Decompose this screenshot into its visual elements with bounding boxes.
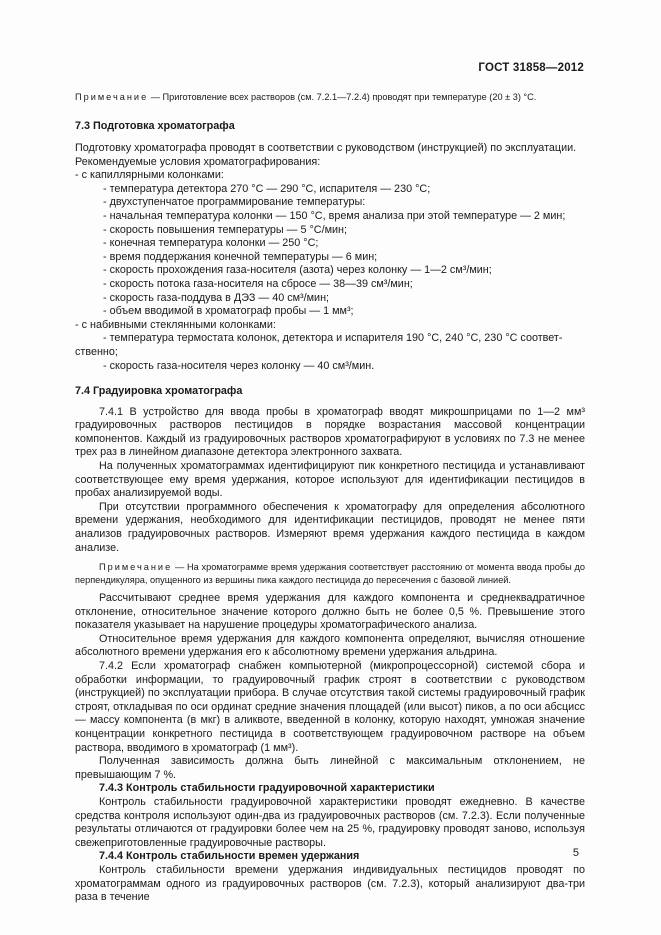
para-7-4-1: 7.4.1 В устройство для ввода пробы в хроматограф вводят микрошприцами по 1—2 мм³ градуировочных растворов пестицидов в порядке возрастания массовой концентрации компонентов. Каждый из градуировочных растворов хроматографируют в условиях по 7.3 не менее трех раз в линейном диапазоне детектора электронного захвата.: [75, 405, 585, 459]
para-absence-software: При отсутствии программного обеспечения к хроматографу для определения абсолютного времени удержания, необходимого для идентификации пестицидов, проводят не менее пяти анализов градуировочных растворов. Измеряют время удержания каждого пестицида в каждом анализе.: [75, 500, 585, 554]
list-item: - объем вводимой в хроматограф пробы — 1 мм³;: [103, 305, 354, 318]
para-7-4-2: 7.4.2 Если хроматограф снабжен компьютерной (микропроцессорной) системой сбора и обработки информации, то градуировочный график строят в соответствии с руководством (инструкцией) по эксплуатации прибора. В случае отсутствия такой системы градуировочный график строят, откладывая по оси ординат средние значения площадей (или высот) пиков, а по оси абсцисс — массу компонента (в мкг) в аликвоте, введенной в колонку, которую находят, умножая значение концентрации конкретного пестицида в соответствующем градуировочном растворе на объем раствора, вводимого в хроматограф (1 мм³).: [75, 660, 585, 754]
page-number: 5: [572, 847, 579, 859]
page-body: [75, 91, 585, 905]
subsection-7-4-3-title: 7.4.3 Контроль стабильности градуировочной характеристики: [99, 782, 435, 795]
note-label: Примечание: [75, 92, 149, 102]
subsection-7-4-4-title: 7.4.4 Контроль стабильности времен удержания: [99, 850, 360, 863]
section-7-3-title: 7.3 Подготовка хроматографа: [75, 120, 235, 133]
para-relative-time: Относительное время удержания для каждого компонента определяют, вычисляя отношение абсолютного времени удержания его к абсолютному времени удержания альдрина.: [75, 632, 585, 659]
para-obtained-chromatograms: На полученных хроматограммах идентифицируют пик конкретного пестицида и устанавливают соответствующее ему время удержания, которое используют для идентификации пестицидов в пробах анализируемой воды.: [75, 460, 585, 500]
capillary-title: - с капиллярными колонками:: [75, 169, 224, 182]
list-item-continuation: ственно;: [75, 345, 118, 358]
list-item: - конечная температура колонки — 250 °С;: [103, 237, 319, 250]
para-7-4-3: Контроль стабильности градуировочной характеристики проводят ежедневно. В качестве средства контроля используют один-два из градуировочных растворов (см. 7.2.3). Если полученные результаты отличаются от градуировки более чем на 25 %, градуировку проводят заново, используя свежеприготовленные градуировочные растворы.: [75, 795, 585, 849]
list-item: - температура термостата колонок, детектора и испарителя 190 °С, 240 °С, 230 °С соответ-: [103, 332, 563, 345]
para-linearity: Полученная зависимость должна быть линейной с максимальным отклонением, не превышающим 7 %.: [75, 755, 585, 781]
para-7-4-4: Контроль стабильности времени удержания индивидуальных пестицидов проводят по хроматограммам одного из градуировочных растворов (см. 7.2.3), который анализируют два-три раза в течение: [75, 863, 585, 904]
note-temperature: [75, 91, 585, 103]
list-item: - температура детектора 270 °С — 290 °С, испарителя — 230 °С;: [103, 182, 431, 195]
note-label: Примечание: [99, 562, 173, 573]
glass-title: - с набивными стеклянными колонками:: [75, 318, 276, 331]
document-id-header: ГОСТ 31858—2012: [478, 62, 584, 74]
list-item: - скорость повышения температуры — 5 °С/мин;: [103, 223, 347, 236]
list-item: - двухступенчатое программирование температуры:: [103, 196, 366, 209]
list-item: - скорость газа-носителя через колонку — 40 см³/мин.: [103, 359, 375, 372]
para-calc-mean: Рассчитывают среднее время удержания для каждого компонента и среднеквадратичное отклонение, относительное значение которого должно быть не более 0,5 %. Превышение этого показателя указывает на нарушение процедуры хроматографического анализа.: [75, 592, 585, 632]
section-7-4-title: 7.4 Градуировка хроматографа: [75, 385, 243, 398]
list-item: - время поддержания конечной температуры — 6 мин;: [103, 250, 378, 263]
note-text: — На хроматограмме время удержания соответствует расстоянию от момента ввода пробы до перпендикуляра, опущенного из вершины пика каждого пестицида до пересечения с базовой линией.: [75, 562, 585, 585]
list-item: - начальная температура колонки — 150 °С, время анализа при этой температуре — 2 мин;: [103, 209, 566, 222]
capillary-conditions-list: [75, 183, 585, 319]
s73-intro2: Рекомендуемые условия хроматографирования:: [75, 155, 321, 168]
s73-intro1: Подготовку хроматографа проводят в соответствии с руководством (инструкцией) по эксплуатации.: [75, 142, 577, 154]
note-text: — Приготовление всех растворов (см. 7.2.1—7.2.4) проводят при температуре (20 ± 3) °С.: [148, 92, 537, 102]
note-retention: [75, 561, 585, 586]
list-item: - скорость потока газа-носителя на сбросе — 38—39 см³/мин;: [103, 277, 413, 290]
list-item: - скорость газа-поддува в ДЭЗ — 40 см³/мин;: [103, 291, 330, 304]
list-item: - скорость прохождения газа-носителя (азота) через колонку — 1—2 см³/мин;: [103, 264, 492, 277]
